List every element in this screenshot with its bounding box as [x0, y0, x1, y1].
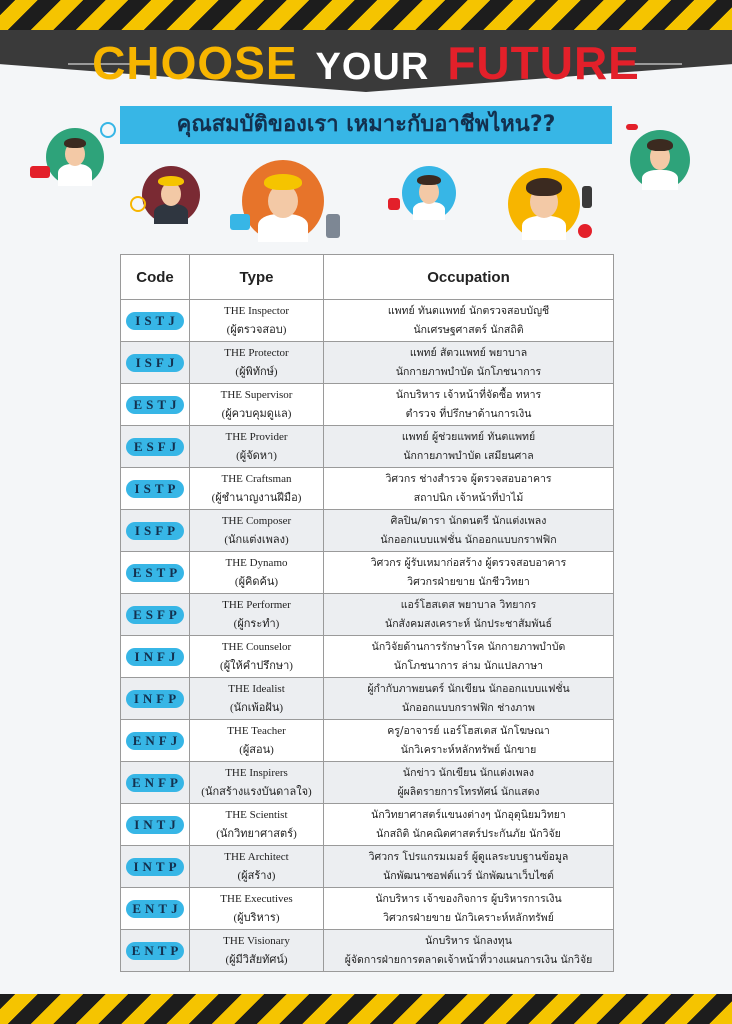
occupation-line-1: นักบริหาร นักลงทุน [425, 934, 512, 947]
occupation-line-1: วิศวกร ช่างสำรวจ ผู้ตรวจสอบอาคาร [385, 472, 552, 485]
type-name-thai: (นักวิทยาศาสตร์) [216, 827, 297, 840]
type-name-thai: (ผู้จัดหา) [236, 449, 277, 462]
occupation-line-1: แพทย์ ผู้ช่วยแพทย์ ทันตแพทย์ [401, 430, 536, 443]
table-row [121, 510, 614, 552]
personality-code-badge: ESTJ [126, 396, 184, 414]
personality-code-badge: ESFP [126, 606, 184, 624]
occupation-line-2: ผู้จัดการฝ่ายการตลาดเจ้าหน้าที่วางแผนการเงิน นักวิจัย [344, 953, 593, 966]
engineer-illustration [142, 166, 200, 224]
type-name-thai: (ผู้บริหาร) [233, 911, 280, 924]
occupation-line-2: นักสังคมสงเคราะห์ นักประชาสัมพันธ์ [385, 617, 552, 630]
type-name: THE Idealist [228, 682, 285, 695]
first-aid-icon [388, 198, 400, 210]
type-name-thai: (ผู้ให้คำปรึกษา) [220, 659, 293, 672]
personality-code-badge: ISFJ [126, 354, 184, 372]
type-name-thai: (นักสร้างแรงบันดาลใจ) [201, 785, 312, 798]
occupation-line-2: นักโภชนาการ ล่าม นักแปลภาษา [393, 659, 544, 672]
type-name: THE Inspirers [225, 766, 288, 779]
occupation-line-2: สถาปนิก เจ้าหน้าที่ป่าไม้ [413, 491, 524, 504]
header-occupation: Occupation [324, 255, 614, 300]
occupation-line-2: นักออกแบบกราฟฟิก ช่างภาพ [402, 701, 535, 714]
title-word-choose: CHOOSE [92, 37, 298, 89]
construction-worker-illustration [242, 160, 324, 242]
table-row [121, 300, 614, 342]
pharmacist-illustration [630, 130, 690, 190]
type-name: THE Inspector [223, 304, 290, 317]
personality-code-badge: ESFJ [126, 438, 184, 456]
occupation-line-1: แพทย์ ทันตแพทย์ นักตรวจสอบบัญชี [387, 304, 550, 317]
table-row [121, 804, 614, 846]
pill-icon [626, 124, 638, 130]
occupation-line-1: นักบริหาร เจ้าของกิจการ ผู้บริหารการเงิน [375, 892, 562, 905]
occupation-line-1: ครู/อาจารย์ แอร์โฮสเตส นักโฆษณา [387, 724, 550, 737]
type-name: THE Supervisor [220, 388, 293, 401]
type-name-thai: (ผู้สร้าง) [237, 869, 276, 882]
subtitle-banner: คุณสมบัติของเรา เหมาะกับอาชีพไหน?? [120, 106, 612, 144]
title-word-future: FUTURE [447, 37, 640, 89]
type-name: THE Architect [224, 850, 289, 863]
header-type: Type [190, 255, 324, 300]
personality-code-badge: ISTJ [126, 312, 184, 330]
hazard-stripe-bottom [0, 994, 732, 1024]
occupation-line-1: นักข่าว นักเขียน นักแต่งเพลง [402, 766, 535, 779]
table-row [121, 720, 614, 762]
type-name-thai: (ผู้พิทักษ์) [235, 365, 278, 378]
occupation-line-2: วิศวกรฝ่ายขาย นักชีววิทยา [407, 575, 530, 588]
type-name-thai: (ผู้มีวิสัยทัศน์) [225, 953, 288, 966]
type-name: THE Craftsman [221, 472, 292, 485]
header-code: Code [121, 255, 190, 300]
occupation-line-1: ศิลปิน/ดารา นักดนตรี นักแต่งเพลง [390, 514, 547, 527]
type-name: THE Visionary [223, 934, 290, 947]
occupation-line-2: นักพัฒนาซอฟต์แวร์ นักพัฒนาเว็บไซต์ [383, 869, 554, 882]
type-name: THE Performer [222, 598, 291, 611]
personality-code-badge: ENTJ [126, 900, 184, 918]
occupation-line-2: ผู้ผลิตรายการโทรทัศน์ นักแสดง [397, 785, 540, 798]
personality-code-badge: INTP [126, 858, 184, 876]
personality-code-badge: ISTP [126, 480, 184, 498]
table-row [121, 636, 614, 678]
occupation-line-2: นักออกแบบแฟชั่น นักออกแบบกราฟฟิก [380, 533, 557, 546]
occupation-line-2: นักสถิติ นักคณิตศาสตร์ประกันภัย นักวิจัย [376, 827, 561, 840]
doctor-illustration [46, 128, 104, 186]
personality-code-badge: ENFP [126, 774, 184, 792]
table-row [121, 594, 614, 636]
personality-code-badge: ISFP [126, 522, 184, 540]
occupation-line-2: ตำรวจ ที่ปรึกษาด้านการเงิน [405, 407, 532, 420]
table-row [121, 552, 614, 594]
table-row [121, 846, 614, 888]
type-name: THE Teacher [227, 724, 286, 737]
type-name: THE Executives [220, 892, 293, 905]
compass-icon [130, 196, 146, 212]
type-name: THE Dynamo [225, 556, 288, 569]
type-name: THE Composer [221, 514, 292, 527]
table-row [121, 384, 614, 426]
type-name-thai: (ผู้สอน) [239, 743, 274, 756]
type-name-thai: (ผู้กระทำ) [233, 617, 280, 630]
test-tube-icon [578, 224, 592, 238]
personality-code-badge: ESTP [126, 564, 184, 582]
microscope-icon [582, 186, 592, 208]
personality-code-badge: ENFJ [126, 732, 184, 750]
occupation-line-1: นักวิทยาศาสตร์แขนงต่างๆ นักอุตุนิยมวิทยา [371, 808, 566, 821]
personality-code-badge: INFP [126, 690, 184, 708]
personality-code-badge: INFJ [126, 648, 184, 666]
blueprint-icon [230, 214, 250, 230]
occupation-line-1: แอร์โฮสเตส พยาบาล วิทยากร [400, 598, 537, 611]
occupation-line-1: นักบริหาร เจ้าหน้าที่จัดซื้อ ทหาร [395, 388, 542, 401]
occupation-line-1: นักวิจัยด้านการรักษาโรค นักกายภาพบำบัด [371, 640, 566, 653]
type-name: THE Scientist [225, 808, 288, 821]
mbti-occupation-table [120, 254, 614, 972]
table-row [121, 762, 614, 804]
table-row [121, 930, 614, 972]
stethoscope-icon [100, 122, 116, 138]
page-title [0, 38, 732, 92]
table-row [121, 468, 614, 510]
table-row [121, 426, 614, 468]
occupation-line-1: วิศวกร โปรแกรมเมอร์ ผู้ดูแลระบบฐานข้อมูล [368, 850, 569, 863]
type-name-thai: (นักแต่งเพลง) [224, 533, 289, 546]
table-row [121, 342, 614, 384]
occupation-line-2: นักกายภาพบำบัด นักโภชนาการ [395, 365, 542, 378]
occupation-line-2: วิศวกรฝ่ายขาย นักวิเคราะห์หลักทรัพย์ [383, 911, 554, 924]
scientist-illustration [508, 168, 580, 240]
type-name: THE Protector [224, 346, 289, 359]
title-word-your: YOUR [315, 46, 430, 88]
table-row [121, 888, 614, 930]
type-name-thai: (ผู้ตรวจสอบ) [226, 323, 287, 336]
occupation-line-1: วิศวกร ผู้รับเหมาก่อสร้าง ผู้ตรวจสอบอาคาร [370, 556, 567, 569]
type-name-thai: (นักเพ้อฝัน) [229, 701, 284, 714]
occupation-line-1: แพทย์ สัตวแพทย์ พยาบาล [409, 346, 528, 359]
personality-code-badge: INTJ [126, 816, 184, 834]
occupation-line-2: นักกายภาพบำบัด เสมียนศาล [403, 449, 534, 462]
table-row [121, 678, 614, 720]
type-name: THE Provider [225, 430, 288, 443]
type-name-thai: (ผู้ควบคุมดูแล) [221, 407, 292, 420]
type-name: THE Counselor [221, 640, 292, 653]
occupation-line-2: นักวิเคราะห์หลักทรัพย์ นักขาย [400, 743, 537, 756]
occupation-line-1: ผู้กำกับภาพยนตร์ นักเขียน นักออกแบบแฟชั่น [367, 682, 570, 695]
personality-code-badge: ENTP [126, 942, 184, 960]
table-header-row [121, 255, 614, 300]
type-name-thai: (ผู้คิดค้น) [234, 575, 279, 588]
nurse-illustration [402, 166, 456, 220]
hazard-stripe-top [0, 0, 732, 30]
monitor-icon [30, 166, 50, 178]
type-name-thai: (ผู้ชำนาญงานฝีมือ) [211, 491, 302, 504]
occupation-line-2: นักเศรษฐศาสตร์ นักสถิติ [413, 323, 524, 336]
building-icon [326, 214, 340, 238]
